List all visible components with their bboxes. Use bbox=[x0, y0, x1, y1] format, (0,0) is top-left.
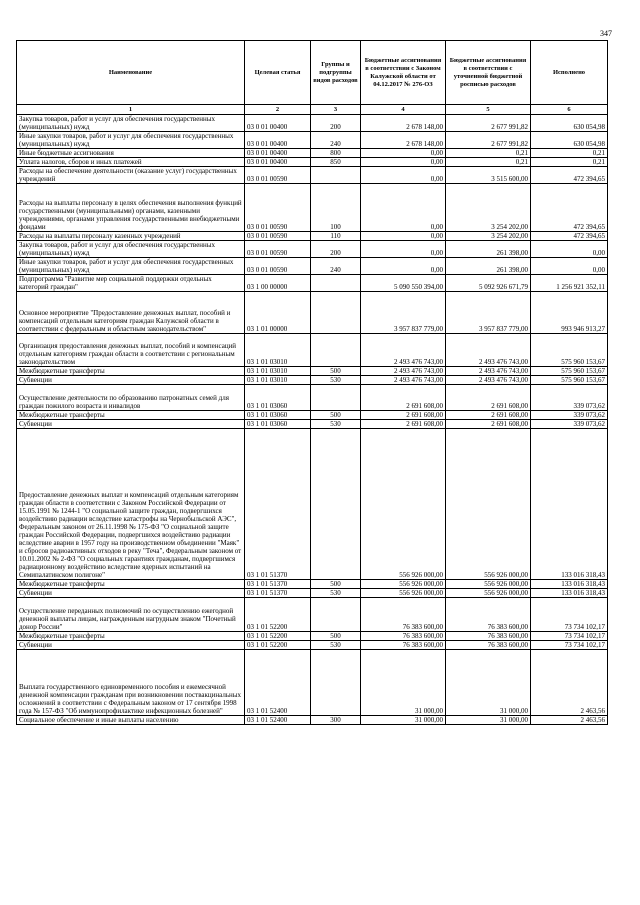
row-name: Уплата налогов, сборов и иных платежей bbox=[17, 158, 245, 167]
row-law-amount: 556 926 000,00 bbox=[361, 580, 446, 589]
row-refined-amount: 556 926 000,00 bbox=[446, 589, 531, 598]
table-row bbox=[17, 292, 608, 334]
row-name: Расходы на выплаты персоналу казенных учреждений bbox=[17, 232, 245, 241]
row-target-code: 03 1 01 03010 bbox=[245, 367, 311, 376]
row-group-code: 110 bbox=[311, 232, 361, 241]
table-row bbox=[17, 232, 608, 241]
row-name: Субвенции bbox=[17, 589, 245, 598]
row-refined-amount: 3 515 600,00 bbox=[446, 167, 531, 184]
table-row bbox=[17, 641, 608, 650]
row-executed-amount: 339 073,62 bbox=[531, 411, 608, 420]
col-index: 4 bbox=[361, 105, 446, 115]
row-group-code: 240 bbox=[311, 132, 361, 149]
row-law-amount: 0,00 bbox=[361, 258, 446, 275]
row-target-code: 03 1 01 52200 bbox=[245, 641, 311, 650]
row-law-amount: 2 691 608,00 bbox=[361, 420, 446, 429]
row-target-code: 03 0 01 00400 bbox=[245, 158, 311, 167]
row-target-code: 03 1 01 00000 bbox=[245, 292, 311, 334]
row-executed-amount: 2 463,56 bbox=[531, 650, 608, 716]
row-refined-amount: 3 957 837 779,00 bbox=[446, 292, 531, 334]
row-executed-amount: 472 394,65 bbox=[531, 232, 608, 241]
row-name: Подпрограмма "Развитие мер социальной поддержки отдельных категорий граждан" bbox=[17, 275, 245, 292]
row-target-code: 03 0 01 00400 bbox=[245, 132, 311, 149]
table-row bbox=[17, 258, 608, 275]
row-refined-amount: 76 383 600,00 bbox=[446, 632, 531, 641]
row-target-code: 03 0 01 00400 bbox=[245, 115, 311, 132]
table-row bbox=[17, 420, 608, 429]
row-name: Межбюджетные трансферты bbox=[17, 632, 245, 641]
row-target-code: 03 0 01 00590 bbox=[245, 258, 311, 275]
table-row bbox=[17, 589, 608, 598]
row-refined-amount: 2 677 991,82 bbox=[446, 115, 531, 132]
row-refined-amount: 261 398,00 bbox=[446, 241, 531, 258]
row-name: Межбюджетные трансферты bbox=[17, 367, 245, 376]
row-target-code: 03 0 01 00400 bbox=[245, 149, 311, 158]
table-row bbox=[17, 716, 608, 725]
row-name: Закупка товаров, работ и услуг для обеспечения государственных (муниципальных) нужд bbox=[17, 115, 245, 132]
row-executed-amount: 133 016 318,43 bbox=[531, 429, 608, 580]
row-executed-amount: 1 256 921 352,11 bbox=[531, 275, 608, 292]
row-name: Субвенции bbox=[17, 641, 245, 650]
row-law-amount: 556 926 000,00 bbox=[361, 429, 446, 580]
table-row bbox=[17, 650, 608, 716]
row-refined-amount: 3 254 202,00 bbox=[446, 184, 531, 232]
row-target-code: 03 0 01 00590 bbox=[245, 241, 311, 258]
row-name: Межбюджетные трансферты bbox=[17, 411, 245, 420]
row-name: Предоставление денежных выплат и компенсаций отдельным категориям граждан области в соответствии с Законом Российской Федерации от 15.05.1991 № 1244-1 "О социальной защите граждан, подвергшихся воздействию радиации вследствие катастрофы на Чернобыльской АЭС", Федеральным законом от 26.11.1998 № 175-ФЗ "О социальной защите граждан Российской Федерации, подвергшихся воздействию радиации вследствие аварии в 1957 году на производственном объединении "Маяк" и сбросов радиоактивных отходов в реку "Теча", Федеральным законом от 10.01.2002 № 2-ФЗ "О социальных гарантиях гражданам, подвергшимся радиационному воздействию вследствие ядерных испытаний на Семипалатинском полигоне" bbox=[17, 429, 245, 580]
row-target-code: 03 1 01 51370 bbox=[245, 589, 311, 598]
row-executed-amount: 339 073,62 bbox=[531, 420, 608, 429]
row-name: Осуществление деятельности по образованию патронатных семей для граждан пожилого возраста и инвалидов bbox=[17, 385, 245, 411]
row-executed-amount: 73 734 102,17 bbox=[531, 598, 608, 632]
row-group-code bbox=[311, 167, 361, 184]
row-group-code: 530 bbox=[311, 589, 361, 598]
table-row bbox=[17, 367, 608, 376]
row-group-code bbox=[311, 385, 361, 411]
row-target-code: 03 1 01 03010 bbox=[245, 334, 311, 367]
row-name: Основное мероприятие "Предоставление денежных выплат, пособий и компенсаций отдельным категориям граждан Калужской области в соответствии с федеральным и областным законодательством" bbox=[17, 292, 245, 334]
row-group-code: 500 bbox=[311, 632, 361, 641]
row-law-amount: 2 493 476 743,00 bbox=[361, 376, 446, 385]
row-refined-amount: 2 691 608,00 bbox=[446, 411, 531, 420]
row-executed-amount: 73 734 102,17 bbox=[531, 632, 608, 641]
table-row bbox=[17, 580, 608, 589]
table-row bbox=[17, 275, 608, 292]
row-name: Осуществление переданных полномочий по осуществлению ежегодной денежной выплаты лицам, награжденным нагрудным знаком "Почетный донор России" bbox=[17, 598, 245, 632]
row-law-amount: 31 000,00 bbox=[361, 716, 446, 725]
table-row bbox=[17, 167, 608, 184]
row-law-amount: 0,00 bbox=[361, 167, 446, 184]
row-law-amount: 76 383 600,00 bbox=[361, 632, 446, 641]
row-executed-amount: 993 946 913,27 bbox=[531, 292, 608, 334]
row-target-code: 03 0 01 00590 bbox=[245, 232, 311, 241]
row-executed-amount: 472 394,65 bbox=[531, 184, 608, 232]
row-executed-amount: 0,21 bbox=[531, 158, 608, 167]
row-group-code: 850 bbox=[311, 158, 361, 167]
row-target-code: 03 0 01 00590 bbox=[245, 184, 311, 232]
row-group-code: 530 bbox=[311, 420, 361, 429]
row-target-code: 03 1 01 03060 bbox=[245, 420, 311, 429]
row-executed-amount: 0,21 bbox=[531, 149, 608, 158]
col-index: 5 bbox=[446, 105, 531, 115]
table-row bbox=[17, 385, 608, 411]
row-executed-amount: 575 960 153,67 bbox=[531, 376, 608, 385]
row-executed-amount: 2 463,56 bbox=[531, 716, 608, 725]
row-law-amount: 76 383 600,00 bbox=[361, 598, 446, 632]
row-refined-amount: 2 691 608,00 bbox=[446, 420, 531, 429]
row-refined-amount: 556 926 000,00 bbox=[446, 429, 531, 580]
row-name: Иные закупки товаров, работ и услуг для обеспечения государственных (муниципальных) нужд bbox=[17, 258, 245, 275]
row-name: Расходы на выплаты персоналу в целях обеспечения выполнения функций государственными (муниципальными) органами, казенными учреждениями, органами управления государственными внебюджетными фондами bbox=[17, 184, 245, 232]
row-law-amount: 3 957 837 779,00 bbox=[361, 292, 446, 334]
header-executed: Исполнено bbox=[531, 41, 608, 105]
table-row bbox=[17, 241, 608, 258]
row-target-code: 03 1 01 52200 bbox=[245, 632, 311, 641]
row-refined-amount: 2 493 476 743,00 bbox=[446, 334, 531, 367]
header-refined: Бюджетные ассигнования в соответствии с уточненной бюджетной росписью расходов bbox=[446, 41, 531, 105]
row-executed-amount: 0,00 bbox=[531, 241, 608, 258]
row-group-code: 100 bbox=[311, 184, 361, 232]
row-name: Иные закупки товаров, работ и услуг для обеспечения государственных (муниципальных) нужд bbox=[17, 132, 245, 149]
row-law-amount: 2 493 476 743,00 bbox=[361, 367, 446, 376]
table-row bbox=[17, 132, 608, 149]
row-refined-amount: 0,21 bbox=[446, 149, 531, 158]
row-executed-amount: 472 394,65 bbox=[531, 167, 608, 184]
row-target-code: 03 1 01 03060 bbox=[245, 385, 311, 411]
row-executed-amount: 575 960 153,67 bbox=[531, 367, 608, 376]
row-target-code: 03 0 01 00590 bbox=[245, 167, 311, 184]
row-refined-amount: 0,21 bbox=[446, 158, 531, 167]
row-name: Субвенции bbox=[17, 420, 245, 429]
row-target-code: 03 1 01 51370 bbox=[245, 429, 311, 580]
table-row bbox=[17, 184, 608, 232]
row-target-code: 03 1 01 03060 bbox=[245, 411, 311, 420]
row-law-amount: 0,00 bbox=[361, 158, 446, 167]
row-law-amount: 0,00 bbox=[361, 232, 446, 241]
row-group-code: 500 bbox=[311, 411, 361, 420]
row-law-amount: 76 383 600,00 bbox=[361, 641, 446, 650]
row-group-code: 500 bbox=[311, 580, 361, 589]
row-law-amount: 2 691 608,00 bbox=[361, 385, 446, 411]
row-group-code: 530 bbox=[311, 641, 361, 650]
table-row bbox=[17, 411, 608, 420]
table-row bbox=[17, 376, 608, 385]
row-refined-amount: 76 383 600,00 bbox=[446, 598, 531, 632]
row-law-amount: 556 926 000,00 bbox=[361, 589, 446, 598]
table-row bbox=[17, 429, 608, 580]
row-refined-amount: 31 000,00 bbox=[446, 650, 531, 716]
row-group-code: 300 bbox=[311, 716, 361, 725]
header-group: Группы и подгруппы видов расходов bbox=[311, 41, 361, 105]
row-group-code bbox=[311, 292, 361, 334]
row-refined-amount: 5 092 926 671,79 bbox=[446, 275, 531, 292]
row-refined-amount: 76 383 600,00 bbox=[446, 641, 531, 650]
row-group-code bbox=[311, 429, 361, 580]
table-row bbox=[17, 598, 608, 632]
col-index: 1 bbox=[17, 105, 245, 115]
row-name: Иные бюджетные ассигнования bbox=[17, 149, 245, 158]
row-law-amount: 2 678 148,00 bbox=[361, 115, 446, 132]
row-refined-amount: 2 493 476 743,00 bbox=[446, 376, 531, 385]
row-refined-amount: 261 398,00 bbox=[446, 258, 531, 275]
row-law-amount: 0,00 bbox=[361, 184, 446, 232]
table-row bbox=[17, 334, 608, 367]
row-name: Выплата государственного единовременного пособия и ежемесячной денежной компенсации гражданам при возникновении поствакцинальных осложнений в соответствии с Федеральным законом от 17 сентября 1998 года № 157-ФЗ "Об иммунопрофилактике инфекционных болезней" bbox=[17, 650, 245, 716]
budget-table bbox=[16, 40, 608, 725]
row-group-code: 240 bbox=[311, 258, 361, 275]
page-number: 347 bbox=[600, 29, 612, 38]
row-group-code bbox=[311, 598, 361, 632]
row-group-code bbox=[311, 334, 361, 367]
row-executed-amount: 73 734 102,17 bbox=[531, 641, 608, 650]
row-refined-amount: 2 677 991,82 bbox=[446, 132, 531, 149]
row-group-code: 200 bbox=[311, 115, 361, 132]
row-law-amount: 0,00 bbox=[361, 149, 446, 158]
row-group-code bbox=[311, 650, 361, 716]
row-executed-amount: 133 016 318,43 bbox=[531, 580, 608, 589]
row-target-code: 03 1 00 00000 bbox=[245, 275, 311, 292]
row-target-code: 03 1 01 03010 bbox=[245, 376, 311, 385]
row-law-amount: 31 000,00 bbox=[361, 650, 446, 716]
row-law-amount: 2 493 476 743,00 bbox=[361, 334, 446, 367]
row-name: Межбюджетные трансферты bbox=[17, 580, 245, 589]
row-group-code: 200 bbox=[311, 241, 361, 258]
col-index: 2 bbox=[245, 105, 311, 115]
row-executed-amount: 630 054,98 bbox=[531, 132, 608, 149]
row-executed-amount: 575 960 153,67 bbox=[531, 334, 608, 367]
row-refined-amount: 2 493 476 743,00 bbox=[446, 367, 531, 376]
row-name: Организация предоставления денежных выплат, пособий и компенсаций отдельным категориям граждан области в соответствии с региональным законодательством bbox=[17, 334, 245, 367]
row-name: Социальное обеспечение и иные выплаты населению bbox=[17, 716, 245, 725]
row-target-code: 03 1 01 51370 bbox=[245, 580, 311, 589]
table-row bbox=[17, 115, 608, 132]
row-law-amount: 2 691 608,00 bbox=[361, 411, 446, 420]
row-refined-amount: 556 926 000,00 bbox=[446, 580, 531, 589]
col-index: 6 bbox=[531, 105, 608, 115]
table-row bbox=[17, 149, 608, 158]
row-law-amount: 5 090 550 394,00 bbox=[361, 275, 446, 292]
row-name: Субвенции bbox=[17, 376, 245, 385]
header-law: Бюджетные ассигнования в соответствии с Законом Калужской области от 04.12.2017 № 276-ОЗ bbox=[361, 41, 446, 105]
row-group-code: 500 bbox=[311, 367, 361, 376]
row-group-code: 800 bbox=[311, 149, 361, 158]
row-group-code bbox=[311, 275, 361, 292]
row-name: Закупка товаров, работ и услуг для обеспечения государственных (муниципальных) нужд bbox=[17, 241, 245, 258]
row-refined-amount: 2 691 608,00 bbox=[446, 385, 531, 411]
row-executed-amount: 0,00 bbox=[531, 258, 608, 275]
table-row bbox=[17, 158, 608, 167]
header-target: Целевая статья bbox=[245, 41, 311, 105]
table-row bbox=[17, 632, 608, 641]
row-law-amount: 2 678 148,00 bbox=[361, 132, 446, 149]
row-executed-amount: 133 016 318,43 bbox=[531, 589, 608, 598]
row-target-code: 03 1 01 52400 bbox=[245, 716, 311, 725]
header-name: Наименование bbox=[17, 41, 245, 105]
row-refined-amount: 3 254 202,00 bbox=[446, 232, 531, 241]
row-executed-amount: 339 073,62 bbox=[531, 385, 608, 411]
row-executed-amount: 630 054,98 bbox=[531, 115, 608, 132]
row-target-code: 03 1 01 52200 bbox=[245, 598, 311, 632]
row-group-code: 530 bbox=[311, 376, 361, 385]
col-index: 3 bbox=[311, 105, 361, 115]
row-refined-amount: 31 000,00 bbox=[446, 716, 531, 725]
row-law-amount: 0,00 bbox=[361, 241, 446, 258]
row-name: Расходы на обеспечение деятельности (оказание услуг) государственных учреждений bbox=[17, 167, 245, 184]
row-target-code: 03 1 01 52400 bbox=[245, 650, 311, 716]
